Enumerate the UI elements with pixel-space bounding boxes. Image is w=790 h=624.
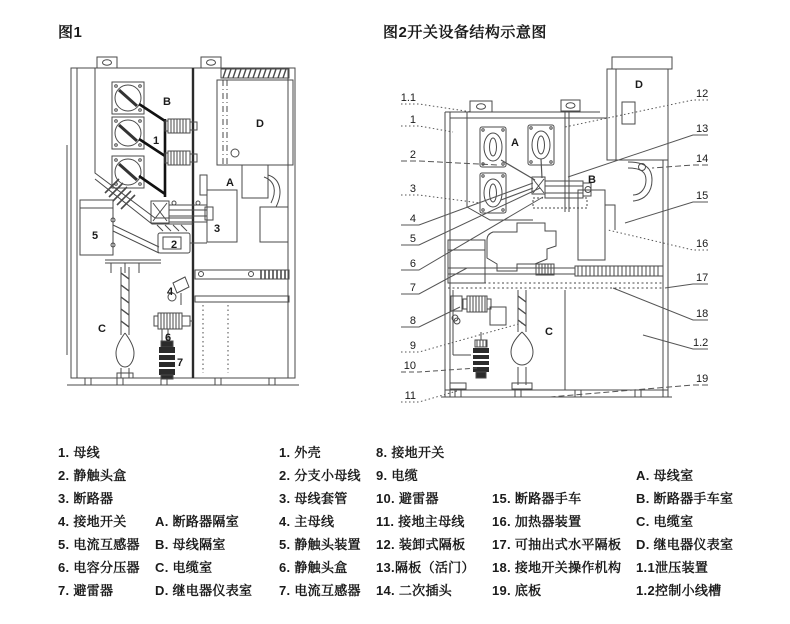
- fig2-breaker-column: [578, 190, 605, 260]
- fig2-callout-1-2: 1.2: [693, 337, 709, 349]
- fig2-callout-3: 3: [409, 183, 416, 195]
- fig2-callout-6: 6: [409, 258, 416, 270]
- legend-item: 14. 二次插头: [376, 583, 453, 598]
- legend-item: 9. 电缆: [376, 468, 418, 483]
- legend-item: 4. 接地开关: [58, 514, 127, 529]
- fig1-label-2: 2: [171, 239, 178, 251]
- fig2-callout-13: 13: [696, 123, 709, 135]
- fig2-callout-1: 1: [409, 114, 416, 126]
- fig2-label-B: B: [588, 174, 596, 186]
- fig1-arrester: [159, 341, 175, 379]
- fig1-label-A: A: [226, 177, 234, 189]
- fig2-label-C: C: [545, 326, 553, 338]
- fig1-contact-assembly: [151, 201, 213, 231]
- fig2-linework: [401, 57, 708, 402]
- legend-fig2-rooms: [636, 464, 733, 602]
- fig1-label-7: 7: [177, 357, 184, 369]
- fig1-label-C: C: [98, 323, 106, 335]
- legend-item: 6. 电容分压器: [58, 560, 140, 575]
- figure2-diagram: [395, 50, 725, 420]
- legend-item: 7. 电流互感器: [279, 583, 361, 598]
- fig1-label-B: B: [163, 96, 171, 108]
- legend-fig2-parts-1-7: [279, 441, 361, 602]
- legend-item: 1.1泄压装置: [636, 560, 709, 575]
- legend-item: 1. 外壳: [279, 445, 321, 460]
- legend-item: 5. 静触头装置: [279, 537, 361, 552]
- figure1-diagram: [55, 55, 315, 400]
- fig2-handcart: [487, 223, 556, 275]
- legend-item: 5. 电流互感器: [58, 537, 140, 552]
- fig2-mounting-lugs: [470, 100, 580, 112]
- legend-item: 4. 主母线: [279, 514, 335, 529]
- fig2-callout-19: 19: [696, 373, 709, 385]
- fig2-callout-15: 15: [696, 190, 709, 202]
- legend-item: B. 断路器手车室: [636, 491, 734, 506]
- fig1-cable: [105, 260, 161, 378]
- legend-item: 16. 加热器装置: [492, 514, 582, 529]
- legend-item: 1. 母线: [58, 445, 100, 460]
- fig1-label-6: 6: [165, 332, 172, 344]
- fig2-callout-16: 16: [696, 238, 709, 250]
- legend-item: 12. 装卸式隔板: [376, 537, 466, 552]
- fig2-callout-1-1: 1.1: [400, 92, 416, 104]
- legend-item: 2. 分支小母线: [279, 468, 361, 483]
- fig2-callout-11: 11: [404, 390, 416, 402]
- legend-fig2-parts-15-19: [492, 487, 621, 602]
- fig2-callout-9: 9: [409, 340, 416, 352]
- legend-item: 1.2控制小线槽: [636, 583, 722, 598]
- legend-item: C. 电缆室: [636, 514, 694, 529]
- fig2-callout-14: 14: [696, 153, 709, 165]
- legend-item: 8. 接地开关: [376, 445, 445, 460]
- legend-item: D. 继电器仪表室: [155, 583, 253, 598]
- fig2-contact-device: [532, 177, 591, 208]
- fig2-label-D: D: [635, 79, 643, 91]
- legend-item: 2. 静触头盒: [58, 468, 127, 483]
- fig2-callout-17: 17: [696, 272, 709, 284]
- fig1-label-D: D: [256, 118, 264, 130]
- fig1-bushings: [112, 82, 144, 188]
- legend-item: D. 继电器仪表室: [636, 537, 734, 552]
- legend-item: B. 母线隔室: [155, 537, 226, 552]
- fig1-label-4: 4: [167, 286, 174, 298]
- fig2-label-A: A: [511, 137, 519, 149]
- legend-fig1-parts: [58, 441, 140, 602]
- legend-item: 15. 断路器手车: [492, 491, 582, 506]
- fig1-busbar: [139, 104, 165, 197]
- fig2-callout-12: 12: [696, 88, 709, 100]
- legend-item: 3. 母线套管: [279, 491, 348, 506]
- fig1-capacitor-divider: [154, 313, 193, 345]
- fig2-callout-8: 8: [409, 315, 416, 327]
- fig1-label-3: 3: [214, 223, 221, 235]
- fig2-heater: [575, 266, 663, 276]
- fig1-breaker-block: [207, 190, 237, 242]
- legend-item: 10. 避雷器: [376, 491, 439, 506]
- legend-item: 6. 静触头盒: [279, 560, 348, 575]
- fig2-relay-box: [607, 57, 672, 160]
- legend-item: A. 断路器隔室: [155, 514, 240, 529]
- legend-item: 13.隔板（活门）: [376, 560, 475, 575]
- fig1-mounting-lugs: [97, 57, 221, 68]
- legend-item: A. 母线室: [636, 468, 694, 483]
- legend-item: C. 电缆室: [155, 560, 213, 575]
- legend-item: 18. 接地开关操作机构: [492, 560, 622, 575]
- legend-fig1-rooms: [155, 510, 252, 602]
- legend-fig2-parts-8-14: [376, 441, 475, 602]
- fig2-callout-5: 5: [409, 233, 416, 245]
- legend-item: 7. 避雷器: [58, 583, 114, 598]
- fig2-callout-2: 2: [409, 149, 416, 161]
- legend-item: 17. 可抽出式水平隔板: [492, 537, 622, 552]
- fig1-label-5: 5: [92, 230, 99, 242]
- legend-item: 3. 断路器: [58, 491, 114, 506]
- fig1-relay-box: [217, 80, 293, 165]
- fig1-linework: [67, 57, 299, 385]
- figure2-title: 图2开关设备结构示意图: [383, 24, 547, 41]
- legend-item: 11. 接地主母线: [376, 514, 465, 529]
- fig1-ct-box: [80, 200, 115, 255]
- figure1-title: 图1: [58, 24, 83, 41]
- fig2-callout-10: 10: [403, 360, 416, 372]
- fig2-callout-7: 7: [409, 282, 416, 294]
- legend-item: 19. 底板: [492, 583, 542, 598]
- fig2-ct-box: [448, 240, 485, 283]
- fig2-callout-18: 18: [696, 308, 709, 320]
- fig2-callout-4: 4: [409, 213, 416, 225]
- fig1-label-1: 1: [153, 135, 160, 147]
